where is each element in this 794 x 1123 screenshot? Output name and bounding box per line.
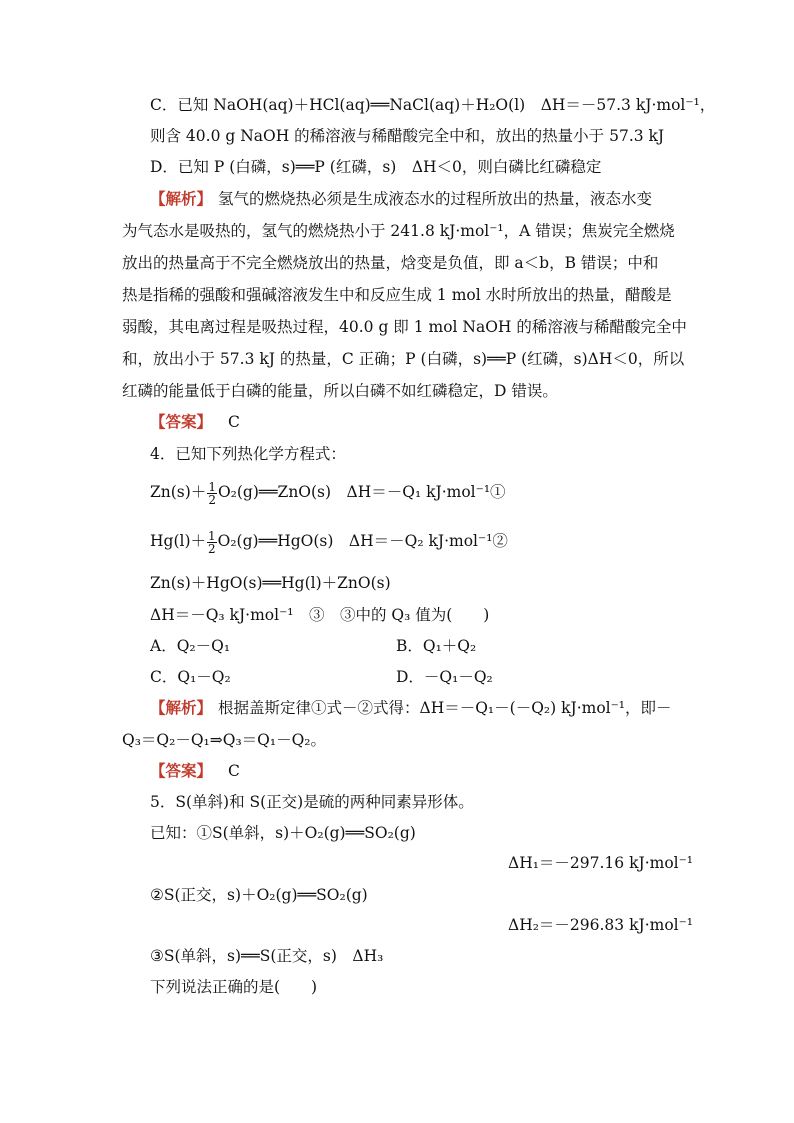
one-half-fraction: $\frac{1}{2}$ bbox=[208, 479, 216, 507]
option-c-line1: C．已知 NaOH(aq)＋HCl(aq)══NaCl(aq)＋H₂O(l) ΔH＝－57.3 kJ·mol⁻¹， bbox=[150, 96, 716, 114]
answer-label: 【答案】 bbox=[150, 412, 213, 431]
eq2-right: O₂(g)══HgO(s) ΔH＝－Q₂ kJ·mol⁻¹② bbox=[217, 532, 508, 550]
question-4-equation-1 bbox=[150, 477, 506, 507]
analysis-label: 【解析】 bbox=[150, 698, 213, 717]
option-c-line2: 则含 40.0 g NaOH 的稀溶液与稀醋酸完全中和，放出的热量小于 57.3 kJ bbox=[150, 127, 665, 145]
analysis-1-line3: 放出的热量高于不完全燃烧放出的热量，焓变是负值，即 a＜b，B 错误；中和 bbox=[122, 254, 659, 272]
question-5-enthalpy-2: ΔH₂＝－296.83 kJ·mol⁻¹ bbox=[508, 916, 694, 934]
analysis-1-line2: 为气态水是吸热的，氢气的燃烧热小于 241.8 kJ·mol⁻¹，A 错误；焦炭完全燃烧 bbox=[122, 222, 675, 240]
question-4-equation-3-enthalpy: ΔH＝－Q₃ kJ·mol⁻¹ ③ ③中的 Q₃ 值为( ) bbox=[150, 606, 490, 624]
analysis-label: 【解析】 bbox=[150, 189, 213, 208]
question-5-enthalpy-1: ΔH₁＝－297.16 kJ·mol⁻¹ bbox=[508, 854, 694, 872]
analysis-1-line5: 弱酸，其电离过程是吸热过程，40.0 g 即 1 mol NaOH 的稀溶液与稀醋酸完全中 bbox=[122, 318, 687, 336]
analysis-1-line7: 红磷的能量低于白磷的能量，所以白磷不如红磷稳定，D 错误。 bbox=[122, 382, 558, 400]
eq1-right: O₂(g)══ZnO(s) ΔH＝－Q₁ kJ·mol⁻¹① bbox=[217, 483, 506, 501]
question-5-ask: 下列说法正确的是( ) bbox=[150, 978, 318, 996]
eq1-left: Zn(s)＋ bbox=[150, 483, 207, 501]
one-half-fraction: $\frac{1}{2}$ bbox=[208, 528, 216, 556]
question-4-option-b: B．Q₁＋Q₂ bbox=[396, 637, 477, 655]
answer-label: 【答案】 bbox=[150, 761, 213, 780]
answer-value: C bbox=[228, 762, 240, 780]
analysis-2-line2: Q₃＝Q₂－Q₁⇒Q₃＝Q₁－Q₂。 bbox=[122, 731, 327, 749]
analysis-1-line4: 热是指稀的强酸和强碱溶液发生中和反应生成 1 mol 水时所放出的热量，醋酸是 bbox=[122, 286, 672, 304]
answer-value: C bbox=[228, 413, 240, 431]
question-5-given-2: ②S(正交，s)＋O₂(g)══SO₂(g) bbox=[150, 886, 368, 904]
question-5-stem: 5．S(单斜)和 S(正交)是硫的两种同素异形体。 bbox=[150, 793, 474, 811]
analysis-text: 氢气的燃烧热必须是生成液态水的过程所放出的热量，液态水变 bbox=[218, 190, 653, 208]
question-4-option-a: A．Q₂－Q₁ bbox=[150, 637, 231, 655]
analysis-2-line1 bbox=[150, 698, 672, 718]
option-d-line: D．已知 P (白磷，s)══P (红磷，s) ΔH＜0，则白磷比红磷稳定 bbox=[150, 158, 602, 176]
question-5-given-3: ③S(单斜，s)══S(正交，s) ΔH₃ bbox=[150, 947, 384, 965]
question-5-given-1: 已知：①S(单斜，s)＋O₂(g)══SO₂(g) bbox=[150, 824, 416, 842]
answer-2 bbox=[150, 761, 240, 781]
question-4-stem: 4．已知下列热化学方程式： bbox=[150, 445, 346, 463]
eq2-left: Hg(l)＋ bbox=[150, 532, 206, 550]
analysis-text: 根据盖斯定律①式－②式得：ΔH＝－Q₁－(－Q₂) kJ·mol⁻¹，即－ bbox=[218, 699, 672, 717]
analysis-1-line1 bbox=[150, 189, 670, 209]
answer-1 bbox=[150, 412, 240, 432]
question-4-equation-3: Zn(s)＋HgO(s)══Hg(l)＋ZnO(s) bbox=[150, 574, 391, 592]
analysis-1-line6: 和，放出小于 57.3 kJ 的热量，C 正确；P (白磷，s)══P (红磷，s)ΔH＜0，所以 bbox=[122, 350, 685, 368]
question-4-option-c: C．Q₁－Q₂ bbox=[150, 668, 231, 686]
question-4-equation-2 bbox=[150, 526, 508, 556]
question-4-option-d: D．－Q₁－Q₂ bbox=[396, 668, 493, 686]
